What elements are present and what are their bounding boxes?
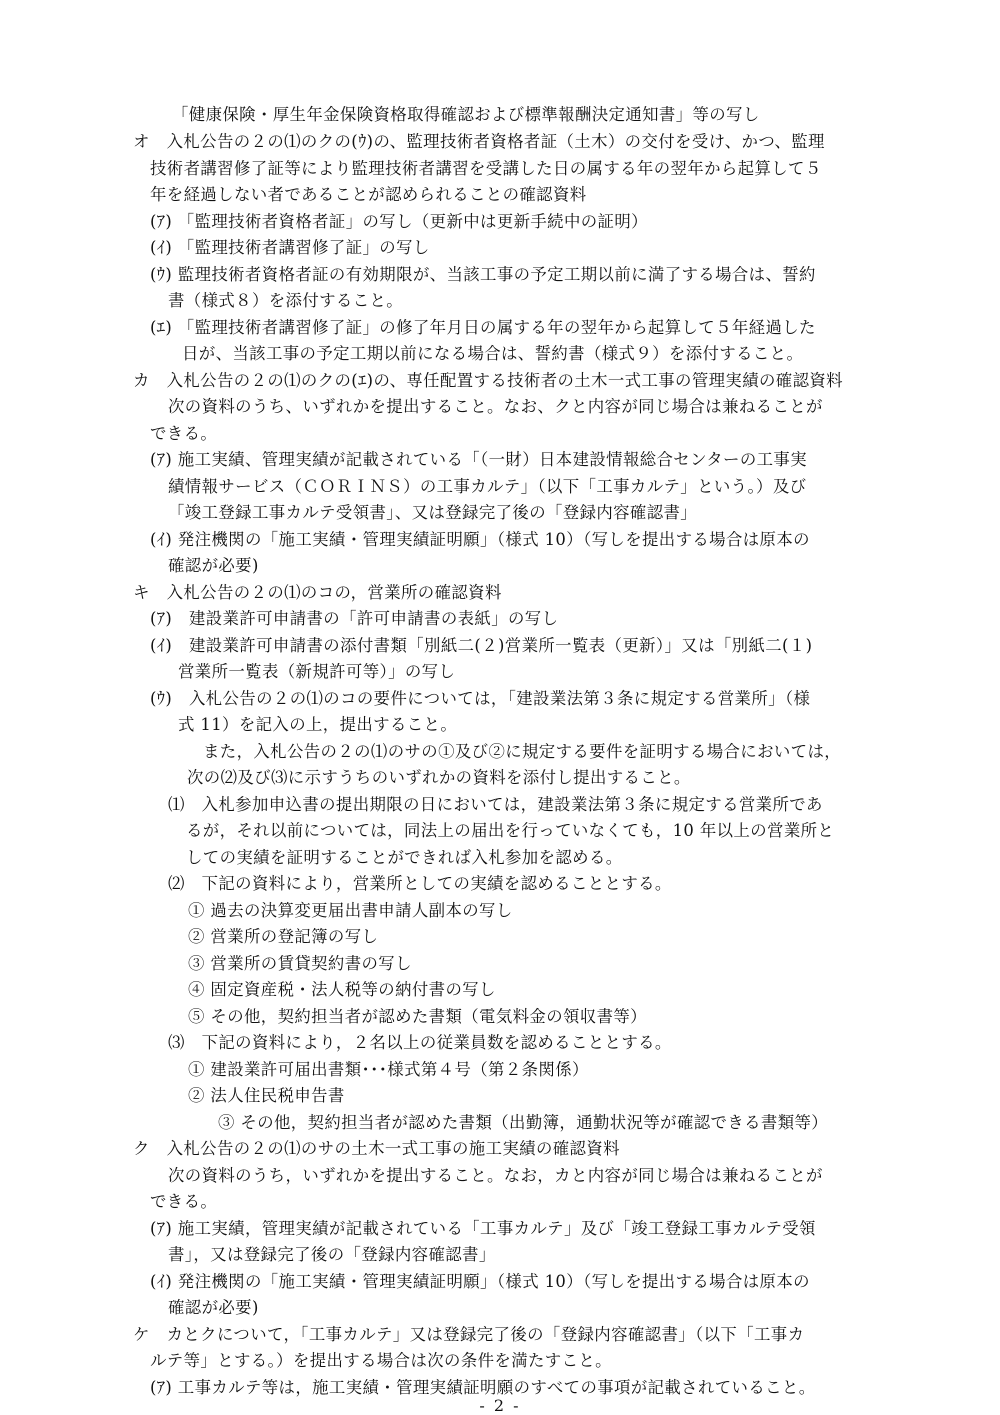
section-heading-ki: キ 入札公告の２の⑴のコの，営業所の確認資料	[133, 583, 502, 602]
list-item: (ｱ) 施工実績，管理実績が記載されている「工事カルテ」及び「竣工登録工事カルテ受領	[150, 1219, 816, 1238]
section-heading-ke: ケ カとクについて，「工事カルテ」又は登録完了後の「登録内容確認書」（以下「工事カ	[133, 1325, 805, 1344]
section-heading-ku: ク 入札公告の２の⑴のサの土木一式工事の施工実績の確認資料	[133, 1139, 620, 1158]
text-line: 績情報サービス（ＣＯＲＩＮＳ）の工事カルテ」（以下「工事カルテ」という。）及び	[168, 477, 807, 496]
list-item: ① 過去の決算変更届出書申請人副本の写し	[188, 901, 513, 920]
list-item: (ｳ) 入札公告の２の⑴のコの要件については，「建設業法第３条に規定する営業所」（様	[150, 689, 811, 708]
text-line: 次の資料のうち、いずれかを提出すること。なお、クと内容が同じ場合は兼ねることが	[168, 397, 823, 416]
page-number: - 2 -	[479, 1396, 521, 1415]
text-line: 日が、当該工事の予定工期以前になる場合は、誓約書（様式９）を添付すること。	[182, 344, 804, 363]
text-line: ルテ等」とする。）を提出する場合は次の条件を満たすこと。	[150, 1351, 612, 1370]
text-line: また，入札公告の２の⑴のサの①及び②に規定する要件を証明する場合においては，	[203, 742, 842, 761]
list-item: ② 法人住民税申告書	[188, 1086, 345, 1105]
text-line: 営業所一覧表（新規許可等）」の写し	[178, 662, 456, 681]
text-line: るが，それ以前については，同法上の届出を行っていなくても，10 年以上の営業所と	[186, 821, 835, 840]
text-line: しての実績を証明することができれば入札参加を認める。	[186, 848, 623, 867]
list-item: (ｱ) 施工実績、管理実績が記載されている「（一財）日本建設情報総合センターの工事実	[150, 450, 807, 469]
list-item: ② 営業所の登記簿の写し	[188, 927, 379, 946]
text-line: 「竣工登録工事カルテ受領書」、又は登録完了後の「登録内容確認書」	[168, 503, 698, 522]
text-line: 書（様式８）を添付すること。	[168, 291, 404, 310]
list-item: (ｴ) 「監理技術者講習修了証」の修了年月日の属する年の翌年から起算して５年経過した	[150, 318, 816, 337]
text-line: 確認が必要)	[168, 556, 259, 575]
list-item: ⑤ その他，契約担当者が認めた書類（電気料金の領収書等）	[188, 1007, 647, 1026]
list-item: (ｱ) 建設業許可申請書の「許可申請書の表紙」の写し	[150, 609, 559, 628]
text-line: 年を経過しない者であることが認められることの確認資料	[150, 185, 587, 204]
list-item: (ｳ) 監理技術者資格者証の有効期限が、当該工事の予定工期以前に満了する場合は、誓約	[150, 265, 816, 284]
section-heading-ka: カ 入札公告の２の⑴のクの(ｴ)の、専任配置する技術者の土木一式工事の管理実績の確認資料	[133, 371, 843, 390]
text-line: できる。	[150, 1192, 218, 1211]
list-item: ① 建設業許可届出書類･･･様式第４号（第２条関係）	[188, 1060, 589, 1079]
list-item: (ｲ) 発注機関の「施工実績・管理実績証明願」（様式 10）（写しを提出する場合は原本の	[150, 1272, 810, 1291]
text-line: できる。	[150, 424, 218, 443]
list-item: ③ その他，契約担当者が認めた書類（出勤簿，通勤状況等が確認できる書類等）	[218, 1113, 829, 1132]
list-item: ③ 営業所の賃貸契約書の写し	[188, 954, 412, 973]
list-item: (ｲ) 発注機関の「施工実績・管理実績証明願」（様式 10）（写しを提出する場合は原本の	[150, 530, 810, 549]
list-item: ⑴ 入札参加申込書の提出期限の日においては，建設業法第３条に規定する営業所であ	[168, 795, 823, 814]
text-line: 次の資料のうち，いずれかを提出すること。なお，カと内容が同じ場合は兼ねることが	[168, 1166, 823, 1185]
list-item: ④ 固定資産税・法人税等の納付書の写し	[188, 980, 496, 999]
list-item: (ｱ) 「監理技術者資格者証」の写し（更新中は更新手続中の証明）	[150, 212, 648, 231]
text-line: 技術者講習修了証等により監理技術者講習を受講した日の属する年の翌年から起算して５	[150, 159, 822, 178]
list-item: ⑵ 下記の資料により，営業所としての実績を認めることとする。	[168, 874, 672, 893]
section-heading-o: オ 入札公告の２の⑴のクの(ｳ)の、監理技術者資格者証（土木）の交付を受け、かつ、監理	[133, 132, 825, 151]
list-item: (ｲ) 「監理技術者講習修了証」の写し	[150, 238, 430, 257]
text-line: 「健康保険・厚生年金保険資格取得確認および標準報酬決定通知書」等の写し	[172, 105, 760, 124]
text-line: 式 11）を記入の上，提出すること。	[178, 715, 458, 734]
list-item: ⑶ 下記の資料により，２名以上の従業員数を認めることとする。	[168, 1033, 672, 1052]
text-line: 書」，又は登録完了後の「登録内容確認書」	[168, 1245, 496, 1264]
list-item: (ｲ) 建設業許可申請書の添付書類「別紙二(２)営業所一覧表（更新）」又は「別紙二(１)	[150, 636, 813, 655]
text-line: 次の⑵及び⑶に示すうちのいずれかの資料を添付し提出すること。	[187, 768, 691, 787]
text-line: 確認が必要)	[168, 1298, 259, 1317]
list-item: (ｱ) 工事カルテ等は，施工実績・管理実績証明願のすべての事項が記載されていること。	[150, 1378, 816, 1397]
